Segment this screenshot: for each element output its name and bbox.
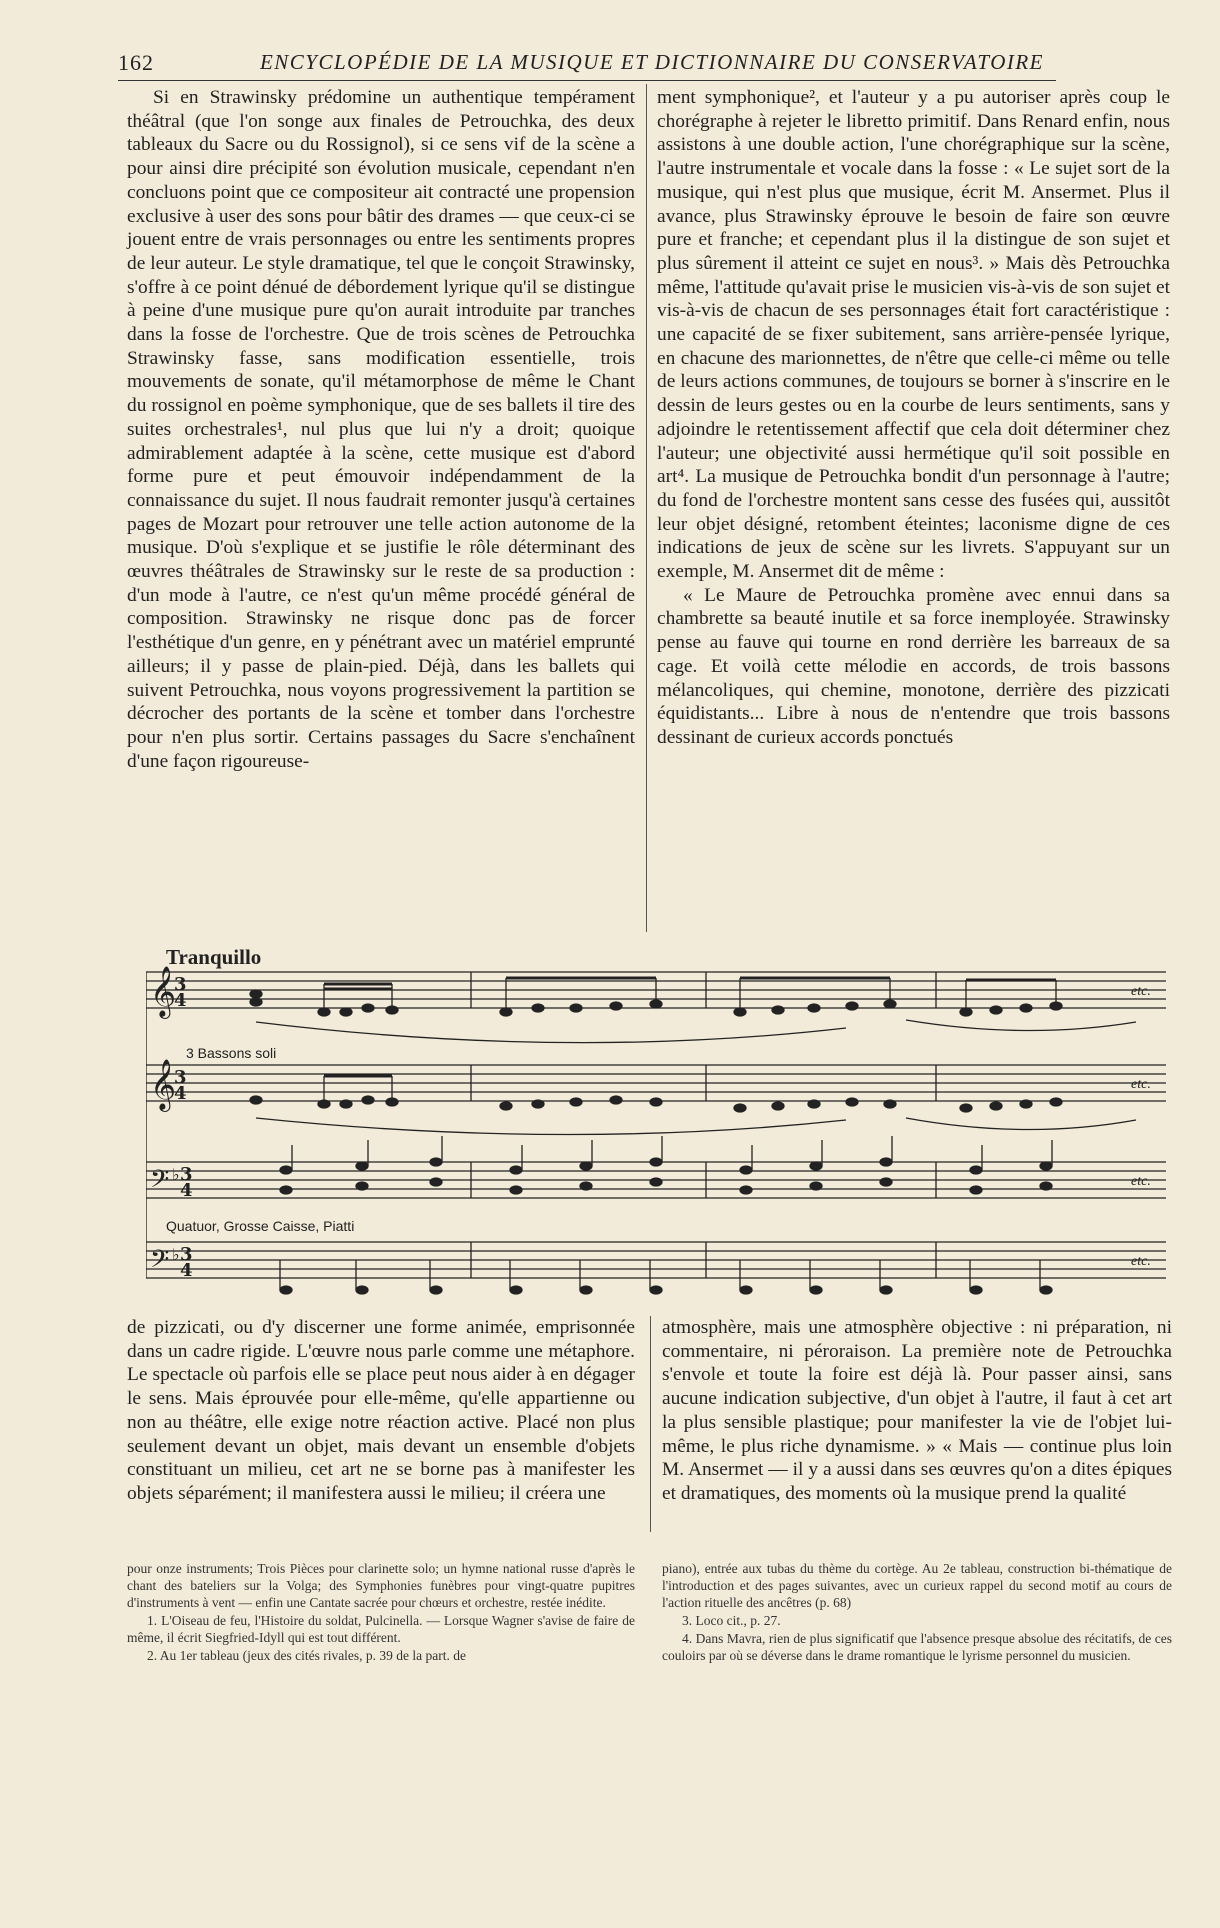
music-score <box>146 940 1180 1302</box>
svg-text:3: 3 <box>174 974 187 995</box>
footnote: 3. Loco cit., p. 27. <box>682 1613 781 1628</box>
column-divider <box>650 1316 651 1532</box>
svg-text:♭: ♭ <box>172 1165 180 1184</box>
paragraph: Si en Strawinsky prédomine un authentique tempérament théâtral (que l'on songe aux finales de Petrouchka, des deux tableaux du Sacre ou du Rossignol), si ce sens vif de la scène a pour ainsi dire précipité son évolution musicale, cependant n'en concluons point que ce compositeur ait contracté une propension exclusive à user des sons pour bâtir des drames — que ceux-ci se jouent entre de vrais personnages ou entre les sentiments propres de leur auteur. Le style dramatique, tel que le conçoit Strawinsky, s'offre à ce point dénué de débordement lyrique qu'il se distingue à peine d'une musique pure qu'on aurait introduite par tranches dans la fosse de l'orchestre. Que de trois scènes de Petrouchka Strawinsky fasse, sans modification essentielle, trois mouvements de sonate, qu'il métamorphose de même le Chant du rossignol en poème symphonique, que de ses ballets il tire des suites orchestrales¹, nul plus que lui n'y a droit; quoique admirablement adaptée à la scène, cette musique est d'abord forme pure et peut émouvoir indépendamment de la connaissance du sujet. Il nous faudrait remonter jusqu'à certaines pages de Mozart pour retrouver une telle action autonome de la musique. D'où s'explique et se justifie le rôle déterminant des œuvres théâtrales de Strawinsky sur le reste de sa production : d'un mode à l'autre, ce n'est qu'un même procédé général de composition. Strawinsky ne risque donc pas de forcer l'esthétique d'un genre, en y pénétrant avec un matériel emprunté ailleurs; il y passe de plain-pied. Déjà, dans les ballets qui suivent Petrouchka, nous voyons progressivement la partition se décrocher des portants de la scène et tomber dans l'orchestre pour n'en plus sortir. Certains passages du Sacre s'enchaînent d'une façon rigoureuse- <box>127 87 635 772</box>
svg-text:4: 4 <box>180 1180 193 1201</box>
footnote: 2. Au 1er tableau (jeux des cités rivales, p. 39 de la part. de <box>147 1648 467 1663</box>
page-number: 162 <box>118 50 154 75</box>
bassoons-label: 3 Bassons soli <box>186 1045 277 1061</box>
svg-text:♭: ♭ <box>172 1245 180 1264</box>
svg-text:3: 3 <box>180 1164 193 1185</box>
tempo-marking: Tranquillo <box>166 945 262 969</box>
svg-text:𝄢: 𝄢 <box>150 1165 170 1200</box>
svg-text:3: 3 <box>174 1067 187 1088</box>
footnote: pour onze instruments; Trois Pièces pour clarinette solo; un hymne national russe d'après le chant des bateliers sur la Volga; des Symphonies funèbres pour vingt-quatre pupitres d'instruments à vent — enfin une Cantate sacrée pour chœurs et orchestre, restée inédite. <box>127 1561 635 1610</box>
etc-mark: etc. <box>1131 1174 1151 1189</box>
paragraph: « Le Maure de Petrouchka promène avec ennui dans sa chambrette sa beauté inutile et sa force inemployée. Strawinsky pense au fauve qui tourne en rond derrière les barreaux de sa cage. Et voilà cette mélodie en accords, de trois bassons mélancoliques, qui chemine, monotone, derrière des pizzicati équidistants... Libre à nous de n'entendre que trois bassons dessinant de curieux accords ponctués <box>657 584 1170 748</box>
svg-text:4: 4 <box>180 1260 193 1281</box>
footnote: 1. L'Oiseau de feu, l'Histoire du soldat, Pulcinella. — Lorsque Wagner s'avise de faire de même, il écrit Siegfried-Idyll qui est tout différent. <box>127 1613 635 1645</box>
staff-bassoons <box>146 1065 1166 1101</box>
left-column-top <box>127 86 635 773</box>
etc-mark: etc. <box>1131 1254 1151 1269</box>
left-column-bottom <box>127 1316 635 1506</box>
running-title: ENCYCLOPÉDIE DE LA MUSIQUE ET DICTIONNAIRE DU CONSERVATOIRE <box>259 50 1045 74</box>
svg-text:𝄞: 𝄞 <box>150 966 177 1017</box>
percussion-label: Quatuor, Grosse Caisse, Piatti <box>166 1218 355 1234</box>
staff-percussion <box>146 1242 1166 1278</box>
column-divider <box>646 84 647 932</box>
footnotes-right <box>662 1560 1172 1665</box>
footnote: piano), entrée aux tubas du thème du cortège. Au 2e tableau, construction bi-thématique de l'introduction et des pages suivantes, avec un curieux rappel du second motif au cours de l'action rituelle des ancêtres (p. 68) <box>662 1561 1172 1610</box>
page-header <box>118 50 1056 81</box>
svg-text:3: 3 <box>180 1244 193 1265</box>
paragraph: ment symphonique², et l'auteur y a pu autoriser après coup le chorégraphe à rejeter le libretto primitif. Dans Renard enfin, nous assistons à une double action, l'une chorégraphique sur la scène, l'autre instrumentale et vocale dans la fosse : « Le sujet sort de la musique, qui n'est plus que musique, écrit M. Ansermet. Plus il avance, plus Strawinsky éprouve le besoin de faire son œuvre pure et franche; et cependant plus il la distingue de son sujet et plus sûrement il atteint ce sujet en nous³. » Mais dès Petrouchka même, l'attitude qu'avait prise le musicien vis-à-vis de son sujet et vis-à-vis de chacun de ses personnages était fort caractéristique : une capacité de se fixer subitement, sans arrière-pensée lyrique, en chacune des marionnettes, de n'être que celle-ci même ou telle de leurs actions communes, de toujours se borner à s'inscrire en le dessin de leurs gestes ou en la courbe de leurs sentiments, sans y adjoindre le retentissement affectif que cela doit déterminer chez l'auteur; une objectivité aussi hermétique qu'il soit possible en art⁴. La musique de Petrouchka bondit d'un personnage à l'autre; du fond de l'orchestre montent sans cesse des fusées qui, aussitôt leur objet désigné, retombent éteintes; laconisme digne de ces indications de jeux de scène sur les livrets. S'appuyant sur un exemple, M. Ansermet dit de même : <box>657 87 1170 583</box>
svg-text:𝄢: 𝄢 <box>150 1245 170 1280</box>
right-column-bottom <box>662 1316 1172 1506</box>
svg-text:𝄞: 𝄞 <box>150 1059 177 1110</box>
svg-text:4: 4 <box>174 990 187 1011</box>
right-column-top <box>657 86 1170 750</box>
score-svg <box>146 940 1180 1302</box>
svg-text:4: 4 <box>174 1083 187 1104</box>
footnotes-left <box>127 1560 635 1665</box>
etc-mark: etc. <box>1131 984 1151 999</box>
paragraph: de pizzicati, ou d'y discerner une forme animée, emprisonnée dans un cadre rigide. L'œuvre nous parle comme une métaphore. Le spectacle où parfois elle se place peut nous aider à en dégager le sens. Mais éprouvée pour elle-même, qu'elle appartienne ou non au théâtre, elle exige notre réaction active. Placé non plus seulement devant un objet, mais devant un ensemble d'objets constituant un milieu, cet art ne se borne pas à manifester les objets séparément; il manifestera aussi le milieu; il créera une <box>127 1317 635 1504</box>
paragraph: atmosphère, mais une atmosphère objective : ni préparation, ni commentaire, ni péroraison. La première note de Petrouchka s'envole et toute la foire est déjà là. Pour passer ainsi, sans aucune indication subjective, d'un objet à l'autre, il faut à cet art la plus sensible plastique; pour manifester la vie de l'objet lui-même, le plus riche dynamisme. » « Mais — continue plus loin M. Ansermet — il y a aussi dans ses œuvres qu'on a dites épiques et dramatiques, des moments où la musique prend la qualité <box>662 1317 1172 1504</box>
footnote: 4. Dans Mavra, rien de plus significatif que l'absence presque absolue des récitatifs, de ces couloirs par où se déverse dans le drame romantique le lyrisme personnel du musicien. <box>662 1631 1172 1663</box>
etc-mark: etc. <box>1131 1077 1151 1092</box>
